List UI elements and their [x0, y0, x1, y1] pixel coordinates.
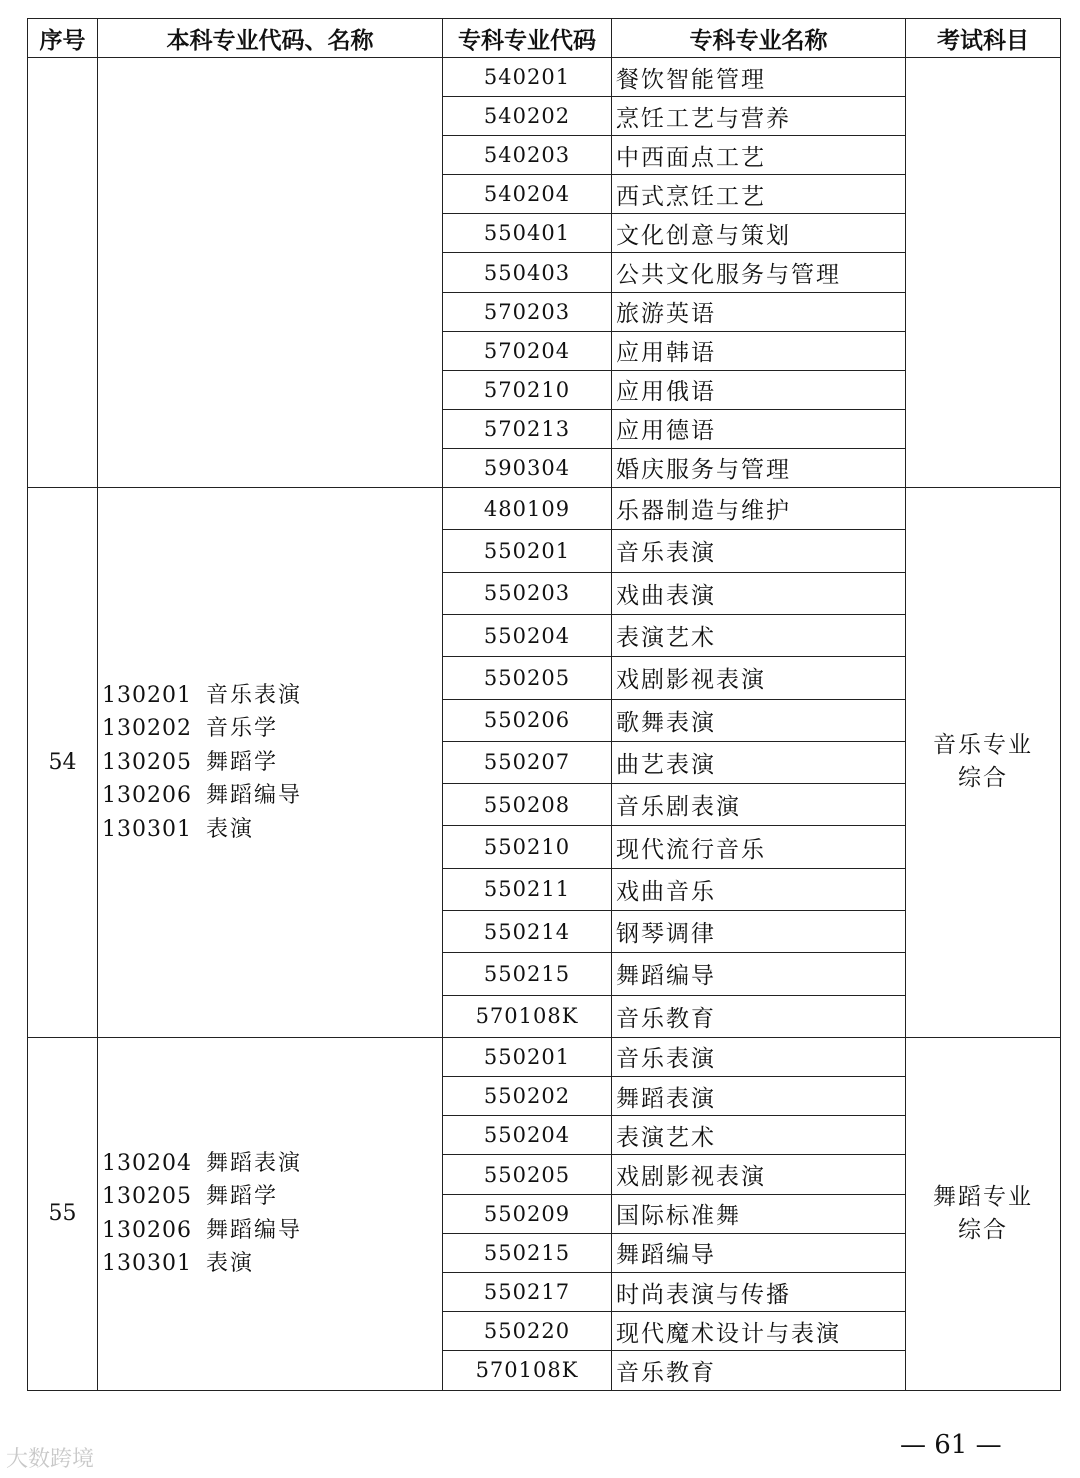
- major-code-cell: 550210: [443, 826, 612, 868]
- undergrad-major: [102, 1247, 442, 1281]
- table-row: [28, 58, 1061, 97]
- major-code-cell: 550204: [443, 1116, 612, 1155]
- major-code-cell: 550209: [443, 1194, 612, 1233]
- major-code-cell: 550211: [443, 868, 612, 910]
- undergrad-cell: [98, 488, 443, 1038]
- major-code-cell: 550202: [443, 1077, 612, 1116]
- undergrad-code: 130204: [102, 1150, 192, 1176]
- undergrad-major: [102, 679, 442, 713]
- major-code-cell: 540202: [443, 97, 612, 136]
- undergrad-major: [102, 1180, 442, 1214]
- majors-table: [27, 18, 1061, 1391]
- major-code-cell: 550206: [443, 699, 612, 741]
- undergrad-name: 表演: [206, 816, 255, 842]
- major-code-cell: 540204: [443, 175, 612, 214]
- major-code-cell: 570108K: [443, 1351, 612, 1390]
- major-name-cell: 音乐剧表演: [612, 784, 906, 826]
- major-name-cell: 国际标准舞: [612, 1194, 906, 1233]
- undergrad-code: 130201: [102, 682, 192, 708]
- major-name-cell: 戏曲音乐: [612, 868, 906, 910]
- major-code-cell: 540203: [443, 136, 612, 175]
- exam-subject-line: 综合: [958, 765, 1008, 792]
- header-undergrad: 本科专业代码、名称: [98, 19, 443, 58]
- undergrad-code: 130205: [102, 749, 192, 775]
- major-name-cell: 应用韩语: [612, 331, 906, 370]
- header-code: 专科专业代码: [443, 19, 612, 58]
- major-name-cell: 时尚表演与传播: [612, 1273, 906, 1312]
- major-name-cell: 餐饮智能管理: [612, 58, 906, 97]
- undergrad-major: [102, 712, 442, 746]
- major-code-cell: 550403: [443, 253, 612, 292]
- major-code-cell: 550215: [443, 953, 612, 995]
- exam-subject-line: 综合: [958, 1216, 1008, 1243]
- major-name-cell: 钢琴调律: [612, 911, 906, 953]
- undergrad-code: 130206: [102, 1217, 192, 1243]
- major-code-cell: 480109: [443, 488, 612, 530]
- major-name-cell: 现代流行音乐: [612, 826, 906, 868]
- undergrad-cell: [98, 1037, 443, 1390]
- major-code-cell: 550207: [443, 741, 612, 783]
- undergrad-code: 130206: [102, 783, 192, 809]
- major-name-cell: 旅游英语: [612, 292, 906, 331]
- major-code-cell: 550217: [443, 1273, 612, 1312]
- exam-subject-cell: [906, 1037, 1061, 1390]
- major-name-cell: 舞蹈编导: [612, 1233, 906, 1272]
- major-code-cell: 550220: [443, 1312, 612, 1351]
- major-name-cell: 音乐教育: [612, 995, 906, 1037]
- major-code-cell: 550204: [443, 614, 612, 656]
- table-body: [28, 58, 1061, 1391]
- undergrad-major: [102, 1147, 442, 1181]
- major-code-cell: 550214: [443, 911, 612, 953]
- major-name-cell: 表演艺术: [612, 614, 906, 656]
- undergrad-name: 舞蹈编导: [206, 783, 303, 809]
- major-code-cell: 570213: [443, 409, 612, 448]
- major-code-cell: 550208: [443, 784, 612, 826]
- table-row: [28, 1037, 1061, 1076]
- watermark-text: 大数跨境: [6, 1447, 95, 1472]
- major-name-cell: 应用德语: [612, 409, 906, 448]
- major-name-cell: 婚庆服务与管理: [612, 448, 906, 487]
- major-code-cell: 550201: [443, 1037, 612, 1076]
- undergrad-cell: [98, 58, 443, 488]
- major-code-cell: 540201: [443, 58, 612, 97]
- undergrad-major: [102, 1214, 442, 1248]
- exam-subject-line: 音乐专业: [933, 732, 1033, 759]
- major-code-cell: 570204: [443, 331, 612, 370]
- major-code-cell: 550205: [443, 1155, 612, 1194]
- major-name-cell: 公共文化服务与管理: [612, 253, 906, 292]
- seq-cell: 55: [28, 1037, 98, 1390]
- major-name-cell: 曲艺表演: [612, 741, 906, 783]
- major-code-cell: 550215: [443, 1233, 612, 1272]
- major-name-cell: 现代魔术设计与表演: [612, 1312, 906, 1351]
- major-name-cell: 舞蹈编导: [612, 953, 906, 995]
- major-code-cell: 550201: [443, 530, 612, 572]
- major-name-cell: 歌舞表演: [612, 699, 906, 741]
- undergrad-major: [102, 813, 442, 847]
- table-row: [28, 488, 1061, 530]
- seq-cell: [28, 58, 98, 488]
- undergrad-code: 130205: [102, 1184, 192, 1210]
- undergrad-major: [102, 746, 442, 780]
- undergrad-name: 音乐学: [206, 716, 279, 742]
- major-code-cell: 550205: [443, 657, 612, 699]
- undergrad-name: 舞蹈编导: [206, 1217, 303, 1243]
- major-name-cell: 音乐表演: [612, 530, 906, 572]
- undergrad-name: 舞蹈学: [206, 749, 279, 775]
- major-name-cell: 音乐表演: [612, 1037, 906, 1076]
- major-name-cell: 文化创意与策划: [612, 214, 906, 253]
- major-code-cell: 550203: [443, 572, 612, 614]
- undergrad-name: 表演: [206, 1251, 255, 1277]
- header-row: [28, 19, 1061, 58]
- major-name-cell: 戏剧影视表演: [612, 657, 906, 699]
- major-name-cell: 西式烹饪工艺: [612, 175, 906, 214]
- major-code-cell: 590304: [443, 448, 612, 487]
- undergrad-code: 130301: [102, 1251, 192, 1277]
- major-name-cell: 应用俄语: [612, 370, 906, 409]
- seq-cell: 54: [28, 488, 98, 1038]
- major-code-cell: 570210: [443, 370, 612, 409]
- page-number: — 61 —: [900, 1430, 1002, 1460]
- major-name-cell: 乐器制造与维护: [612, 488, 906, 530]
- major-name-cell: 舞蹈表演: [612, 1077, 906, 1116]
- watermark: [6, 1442, 94, 1473]
- major-code-cell: 550401: [443, 214, 612, 253]
- header-seq: 序号: [28, 19, 98, 58]
- major-name-cell: 戏曲表演: [612, 572, 906, 614]
- header-subject: 考试科目: [906, 19, 1061, 58]
- exam-subject-line: 舞蹈专业: [933, 1183, 1033, 1210]
- major-name-cell: 表演艺术: [612, 1116, 906, 1155]
- exam-subject-cell: [906, 488, 1061, 1038]
- major-name-cell: 中西面点工艺: [612, 136, 906, 175]
- major-name-cell: 戏剧影视表演: [612, 1155, 906, 1194]
- exam-subject-cell: [906, 58, 1061, 488]
- major-name-cell: 音乐教育: [612, 1351, 906, 1390]
- major-code-cell: 570203: [443, 292, 612, 331]
- major-code-cell: 570108K: [443, 995, 612, 1037]
- undergrad-name: 舞蹈表演: [206, 1150, 303, 1176]
- header-name: 专科专业名称: [612, 19, 906, 58]
- undergrad-code: 130202: [102, 716, 192, 742]
- undergrad-major: [102, 779, 442, 813]
- undergrad-name: 舞蹈学: [206, 1184, 279, 1210]
- undergrad-code: 130301: [102, 816, 192, 842]
- major-name-cell: 烹饪工艺与营养: [612, 97, 906, 136]
- undergrad-name: 音乐表演: [206, 682, 303, 708]
